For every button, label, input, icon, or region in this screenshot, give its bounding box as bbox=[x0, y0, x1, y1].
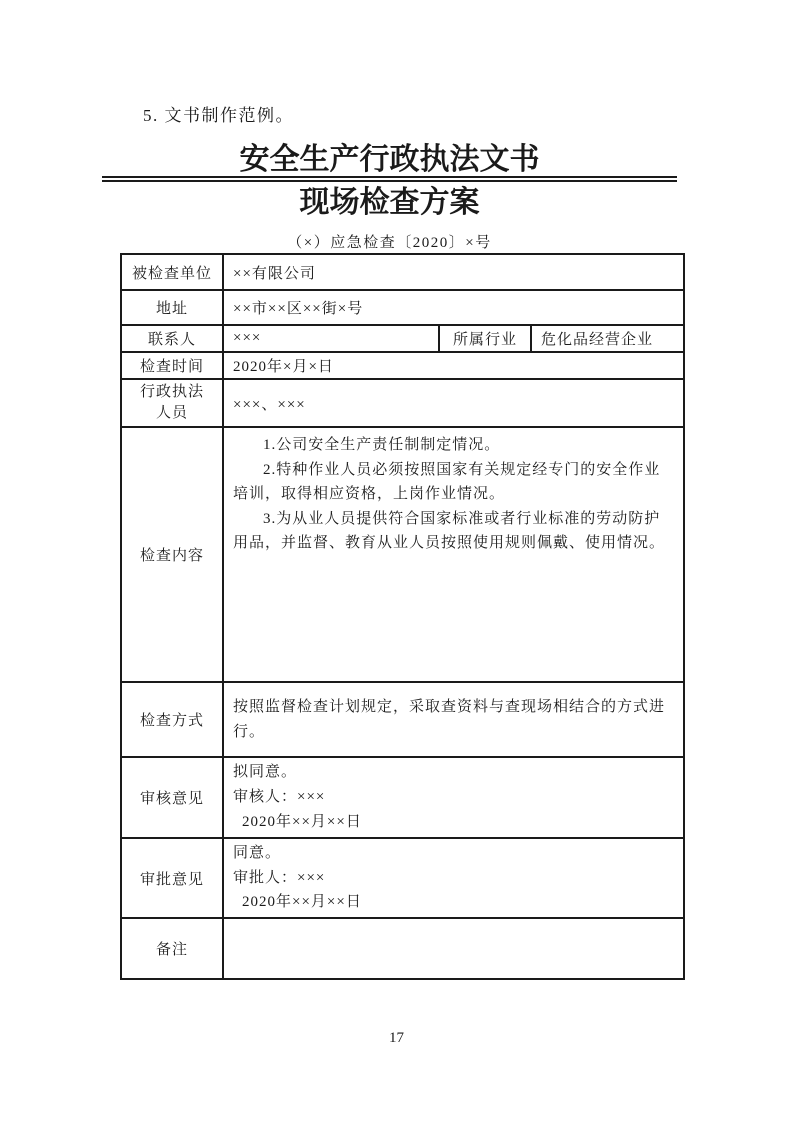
review-date: 2020年××月××日 bbox=[242, 813, 362, 830]
remarks-label: 备注 bbox=[121, 918, 223, 979]
approval-signer: 审批人：××× bbox=[233, 869, 326, 886]
approval-opinion-value bbox=[223, 838, 684, 919]
inspection-time-value: 2020年×月×日 bbox=[223, 352, 684, 379]
address-label: 地址 bbox=[121, 290, 223, 325]
inspection-content-item: 3.为从业人员提供符合国家标准或者行业标准的劳动防护用品，并监督、教育从业人员按照使用规则佩戴、使用情况。 bbox=[233, 510, 666, 552]
review-opinion-value bbox=[223, 757, 684, 838]
inspection-content-value bbox=[223, 427, 684, 682]
remarks-value bbox=[223, 918, 684, 979]
table-row-address bbox=[121, 290, 684, 325]
address-value: ××市××区××街×号 bbox=[223, 290, 684, 325]
contact-label: 联系人 bbox=[121, 325, 223, 352]
inspection-content-label: 检查内容 bbox=[121, 427, 223, 682]
table-row-contact bbox=[121, 325, 684, 352]
inspected-unit-label: 被检查单位 bbox=[121, 254, 223, 290]
page-number: 17 bbox=[389, 1030, 404, 1046]
inspection-method-label: 检查方式 bbox=[121, 682, 223, 757]
table-row-review-opinion bbox=[121, 757, 684, 838]
inspection-method-value bbox=[223, 682, 684, 757]
officers-label-text: 行政执法人员 bbox=[139, 384, 204, 421]
industry-label: 所属行业 bbox=[439, 325, 531, 352]
approval-opinion-text: 同意。 bbox=[233, 844, 282, 861]
approval-date: 2020年××月××日 bbox=[242, 894, 362, 911]
review-opinion-label: 审核意见 bbox=[121, 757, 223, 838]
industry-value: 危化品经营企业 bbox=[531, 325, 684, 352]
review-opinion-text: 拟同意。 bbox=[233, 764, 298, 780]
officers-value: ×××、××× bbox=[223, 379, 684, 427]
table-row-officers bbox=[121, 379, 684, 427]
inspection-content-item: 1.公司安全生产责任制制定情况。 bbox=[263, 437, 501, 453]
intro-line: 5. 文书制作范例。 bbox=[143, 106, 294, 125]
table-row-inspection-method bbox=[121, 682, 684, 757]
inspection-method-text: 按照监督检查计划规定，采取查资料与查现场相结合的方式进行。 bbox=[233, 698, 666, 740]
approval-opinion-label: 审批意见 bbox=[121, 838, 223, 919]
table-row-inspected-unit bbox=[121, 254, 684, 290]
contact-value: ××× bbox=[223, 325, 439, 352]
doc-category-title: 安全生产行政执法文书 bbox=[239, 143, 540, 176]
table-row-approval-opinion bbox=[121, 838, 684, 919]
header-double-rule bbox=[102, 176, 677, 182]
table-row-inspection-time bbox=[121, 352, 684, 379]
inspection-time-label: 检查时间 bbox=[121, 352, 223, 379]
officers-label bbox=[121, 379, 223, 427]
doc-title: 现场检查方案 bbox=[299, 186, 480, 219]
table-row-remarks bbox=[121, 918, 684, 979]
doc-number: （×）应急检查〔2020〕×号 bbox=[287, 235, 492, 251]
inspection-content-item: 2.特种作业人员必须按照国家有关规定经专门的安全作业培训，取得相应资格，上岗作业情况。 bbox=[233, 461, 661, 503]
inspected-unit-value: ××有限公司 bbox=[223, 254, 684, 290]
review-signer: 审核人：××× bbox=[233, 788, 326, 805]
inspection-plan-table bbox=[120, 253, 685, 980]
table-row-inspection-content bbox=[121, 427, 684, 682]
